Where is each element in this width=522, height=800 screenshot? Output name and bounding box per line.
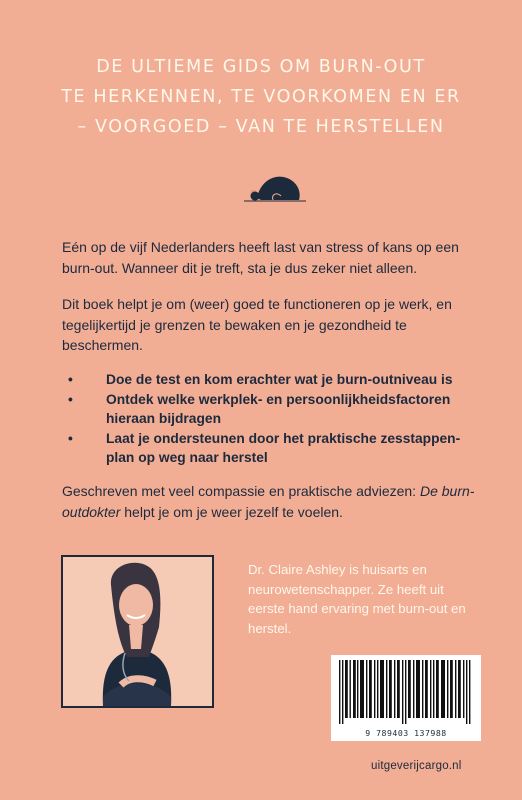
book-title: De burn-outdokter xyxy=(62,483,475,520)
purpose-paragraph: Dit boek helpt je om (weer) goed te functioneren op je werk, en tegelijkertijd je grenzen te bewaken en je gezondheid te beschermen. xyxy=(62,296,452,353)
headline-line-2: TE HERKENNEN, TE VOORKOMEN EN ER xyxy=(61,87,461,107)
barcode-bars xyxy=(339,660,473,724)
closing-paragraph: Geschreven met veel compassie en praktische adviezen: De burn-outdokter helpt je om je weer jezelf te voelen. xyxy=(62,483,475,520)
list-item: • Laat je ondersteunen door het praktische zesstappen-plan op weg naar herstel xyxy=(68,431,461,465)
author-bio: Dr. Claire Ashley is huisarts en neurowetenschapper. Ze heeft uit eerste hand ervaring met burn-out en herstel. xyxy=(248,562,466,636)
bullet-icon: • xyxy=(68,392,73,407)
isbn-number: 9 789403 137988 xyxy=(365,728,447,738)
headline-line-3: – VOORGOED – VAN TE HERSTELLEN xyxy=(77,117,445,137)
intro-paragraph: Eén op de vijf Nederlanders heeft last van stress of kans op een burn-out. Wanneer dit je treft, sta je dus zeker niet alleen. xyxy=(62,239,459,276)
headline-line-1: DE ULTIEME GIDS OM BURN-OUT xyxy=(96,57,426,77)
list-item: • Ontdek welke werkplek- en persoonlijkheidsfactoren hieraan bijdragen xyxy=(68,392,451,426)
list-item: • Doe de test en kom erachter wat je burn-outniveau is xyxy=(68,372,453,387)
bullet-icon: • xyxy=(68,431,73,446)
barcode xyxy=(331,655,481,741)
publisher-url: uitgeverijcargo.nl xyxy=(371,760,462,772)
benefit-list xyxy=(62,370,482,468)
author-portrait xyxy=(61,555,214,708)
bullet-icon: • xyxy=(68,372,73,387)
headline xyxy=(0,52,522,142)
child-pose-figure-icon xyxy=(243,170,307,204)
